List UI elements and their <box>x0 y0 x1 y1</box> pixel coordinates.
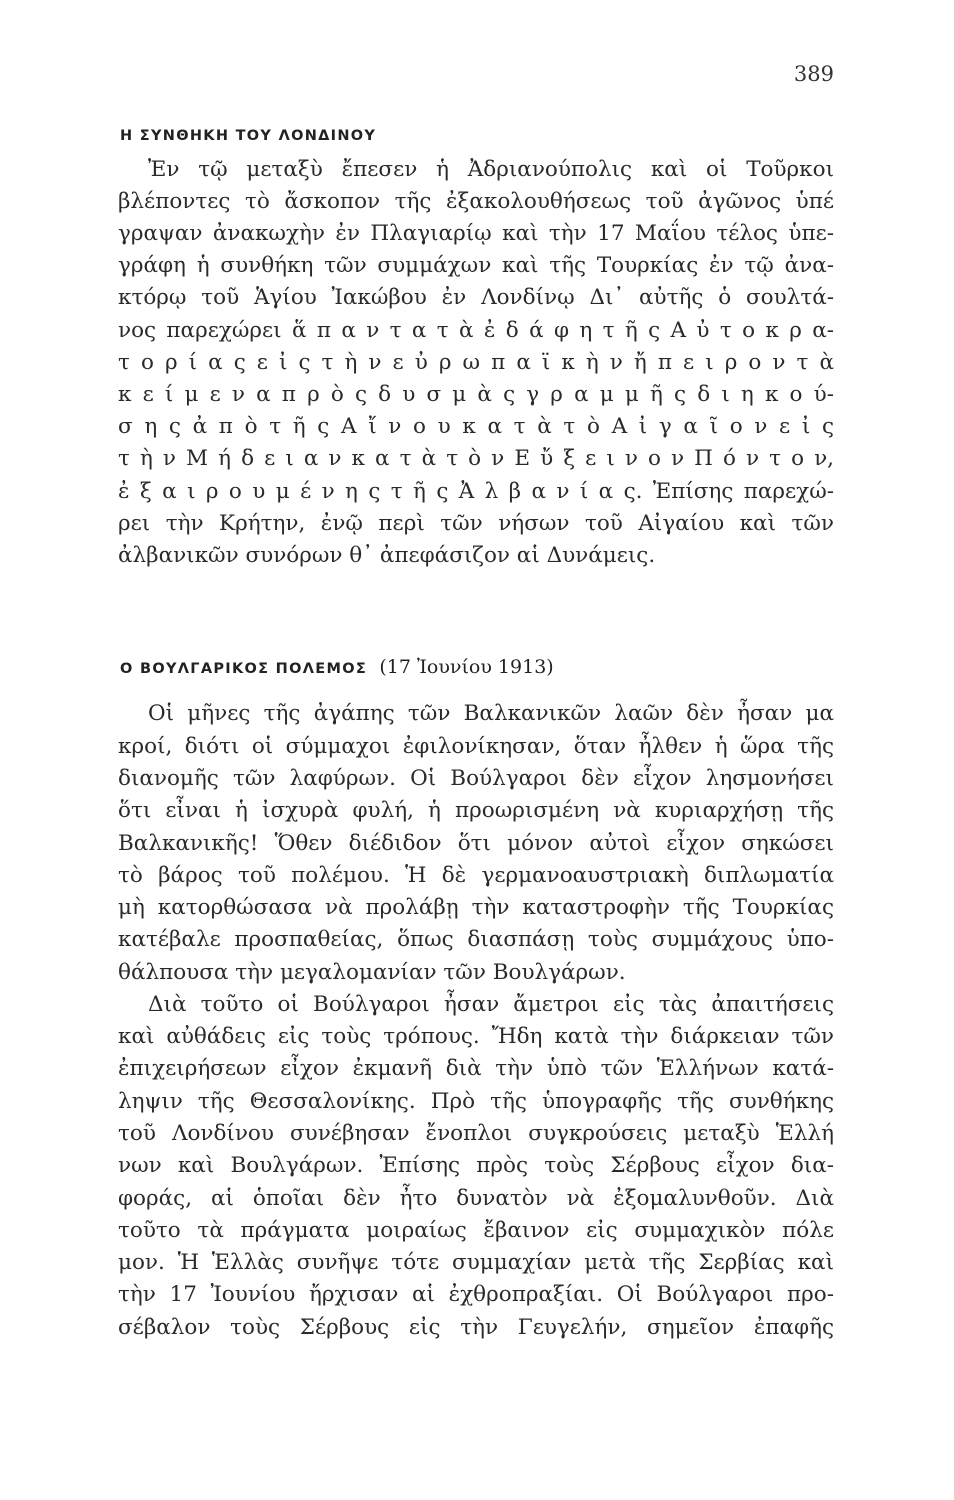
section-heading-treaty-of-london: Η ΣΥΝΘΗΚΗ ΤΟΥ ΛΟΝΔΙΝΟΥ <box>120 128 377 144</box>
text-line: νων καὶ Βουλγάρων. Ἐπίσης πρὸς τοὺς Σέρβους εἶχον δια- <box>118 1153 834 1178</box>
text-line: κτόρῳ τοῦ Ἁγίου Ἰακώβου ἐν Λονδίνῳ Δι᾽ αὐτῆς ὁ σουλτά- <box>118 285 834 310</box>
text-line: φοράς, αἱ ὁποῖαι δὲν ἦτο δυνατὸν νὰ ἐξομαλυνθοῦν. Διὰ <box>118 1186 834 1211</box>
text-line: τ ο ρ ί α ς ε ἰ ς τ ὴ ν ε ὐ ρ ω π α ϊ κ ὴ ν ἤ π ε ι ρ ο ν τ ὰ <box>118 350 834 375</box>
text-line: ληψιν τῆς Θεσσαλονίκης. Πρὸ τῆς ὑπογραφῆς τῆς συνθήκης <box>118 1089 834 1114</box>
text-line: νος παρεχώρει ἅ π α ν τ α τ ὰ ἐ δ ά φ η τ ῆ ς Α ὐ τ ο κ ρ α- <box>118 318 834 343</box>
text-line: θάλπουσα τὴν μεγαλομανίαν τῶν Βουλγάρων. <box>118 960 626 985</box>
text-line: τὴν 17 Ἰουνίου ἤρχισαν αἱ ἐχθροπραξίαι. Οἱ Βούλγαροι προ- <box>118 1282 834 1307</box>
text-line: Ἐν τῷ μεταξὺ ἔπεσεν ἡ Ἀδριανούπολις καὶ οἱ Τοῦρκοι <box>148 157 834 182</box>
text-line: τὸ βάρος τοῦ πολέμου. Ἡ δὲ γερμανοαυστριακὴ διπλωματία <box>118 863 834 888</box>
text-line: βλέποντες τὸ ἄσκοπον τῆς ἐξακολουθήσεως τοῦ ἀγῶνος ὑπέ <box>118 189 834 214</box>
text-line: μὴ κατορθώσασα νὰ προλάβῃ τὴν καταστροφὴν τῆς Τουρκίας <box>118 895 834 920</box>
text-line: ὅτι εἶναι ἡ ἰσχυρὰ φυλή, ἡ προωρισμένη νὰ κυριαρχήσῃ τῆς <box>118 798 834 823</box>
text-line: Οἱ μῆνες τῆς ἀγάπης τῶν Βαλκανικῶν λαῶν δὲν ἦσαν μα <box>148 701 834 726</box>
text-line: Βαλκανικῆς! Ὅθεν διέδιδον ὅτι μόνον αὐτοὶ εἶχον σηκώσει <box>118 831 834 856</box>
text-line: κροί, διότι οἱ σύμμαχοι ἐφιλονίκησαν, ὅταν ἦλθεν ἡ ὥρα τῆς <box>118 734 834 759</box>
section-heading-date: (17 Ἰουνίου 1913) <box>379 656 554 678</box>
text-line: ἀλβανικῶν συνόρων θ᾽ ἀπεφάσιζον αἱ Δυνάμεις. <box>118 543 656 568</box>
text-line: σ η ς ἀ π ὸ τ ῆ ς Α ἴ ν ο υ κ α τ ὰ τ ὸ Α ἰ γ α ῖ ο ν ε ἰ ς <box>118 414 834 439</box>
text-line: μον. Ἡ Ἑλλὰς συνῆψε τότε συμμαχίαν μετὰ τῆς Σερβίας καὶ <box>118 1250 834 1275</box>
text-line: διανομῆς τῶν λαφύρων. Οἱ Βούλγαροι δὲν εἶχον λησμονήσει <box>118 766 834 791</box>
text-line: γραψαν ἀνακωχὴν ἐν Πλαγιαρίῳ καὶ τὴν 17 Μαΐου τέλος ὑπε- <box>118 221 834 246</box>
text-line: ἐπιχειρήσεων εἶχον ἐκμανῆ διὰ τὴν ὑπὸ τῶν Ἑλλήνων κατά- <box>118 1056 834 1081</box>
section-heading-title: Ο ΒΟΥΛΓΑΡΙΚΟΣ ΠΟΛΕΜΟΣ <box>120 661 368 677</box>
text-line: κ ε ί μ ε ν α π ρ ὸ ς δ υ σ μ ὰ ς γ ρ α μ μ ῆ ς δ ι η κ ο ύ- <box>118 382 834 407</box>
page-number: 389 <box>793 62 834 86</box>
text-line: σέβαλον τοὺς Σέρβους εἰς τὴν Γευγελήν, σημεῖον ἐπαφῆς <box>118 1315 834 1340</box>
text-line: Διὰ τοῦτο οἱ Βούλγαροι ἦσαν ἄμετροι εἰς τὰς ἀπαιτήσεις <box>148 992 834 1017</box>
text-line: καὶ αὐθάδεις εἰς τοὺς τρόπους. Ἤδη κατὰ τὴν διάρκειαν τῶν <box>118 1024 834 1049</box>
section-heading-bulgarian-war <box>120 656 554 678</box>
text-line: κατέβαλε προσπαθείας, ὅπως διασπάσῃ τοὺς συμμάχους ὑπο- <box>118 927 834 952</box>
text-line: τ ὴ ν Μ ή δ ε ι α ν κ α τ ὰ τ ὸ ν Ε ὔ ξ ε ι ν ο ν Π ό ν τ ο ν, <box>118 446 834 471</box>
text-line: τοῦτο τὰ πράγματα μοιραίως ἔβαινον εἰς συμμαχικὸν πόλε <box>118 1218 834 1243</box>
text-line: τοῦ Λονδίνου συνέβησαν ἔνοπλοι συγκρούσεις μεταξὺ Ἑλλή <box>118 1121 834 1146</box>
text-line: ρει τὴν Κρήτην, ἐνῷ περὶ τῶν νήσων τοῦ Αἰγαίου καὶ τῶν <box>118 511 834 536</box>
text-line: γράφη ἡ συνθήκη τῶν συμμάχων καὶ τῆς Τουρκίας ἐν τῷ ἀνα- <box>118 253 834 278</box>
text-line: ἐ ξ α ι ρ ο υ μ έ ν η ς τ ῆ ς Ἀ λ β α ν ί α ς. Ἐπίσης παρεχώ- <box>118 479 834 504</box>
